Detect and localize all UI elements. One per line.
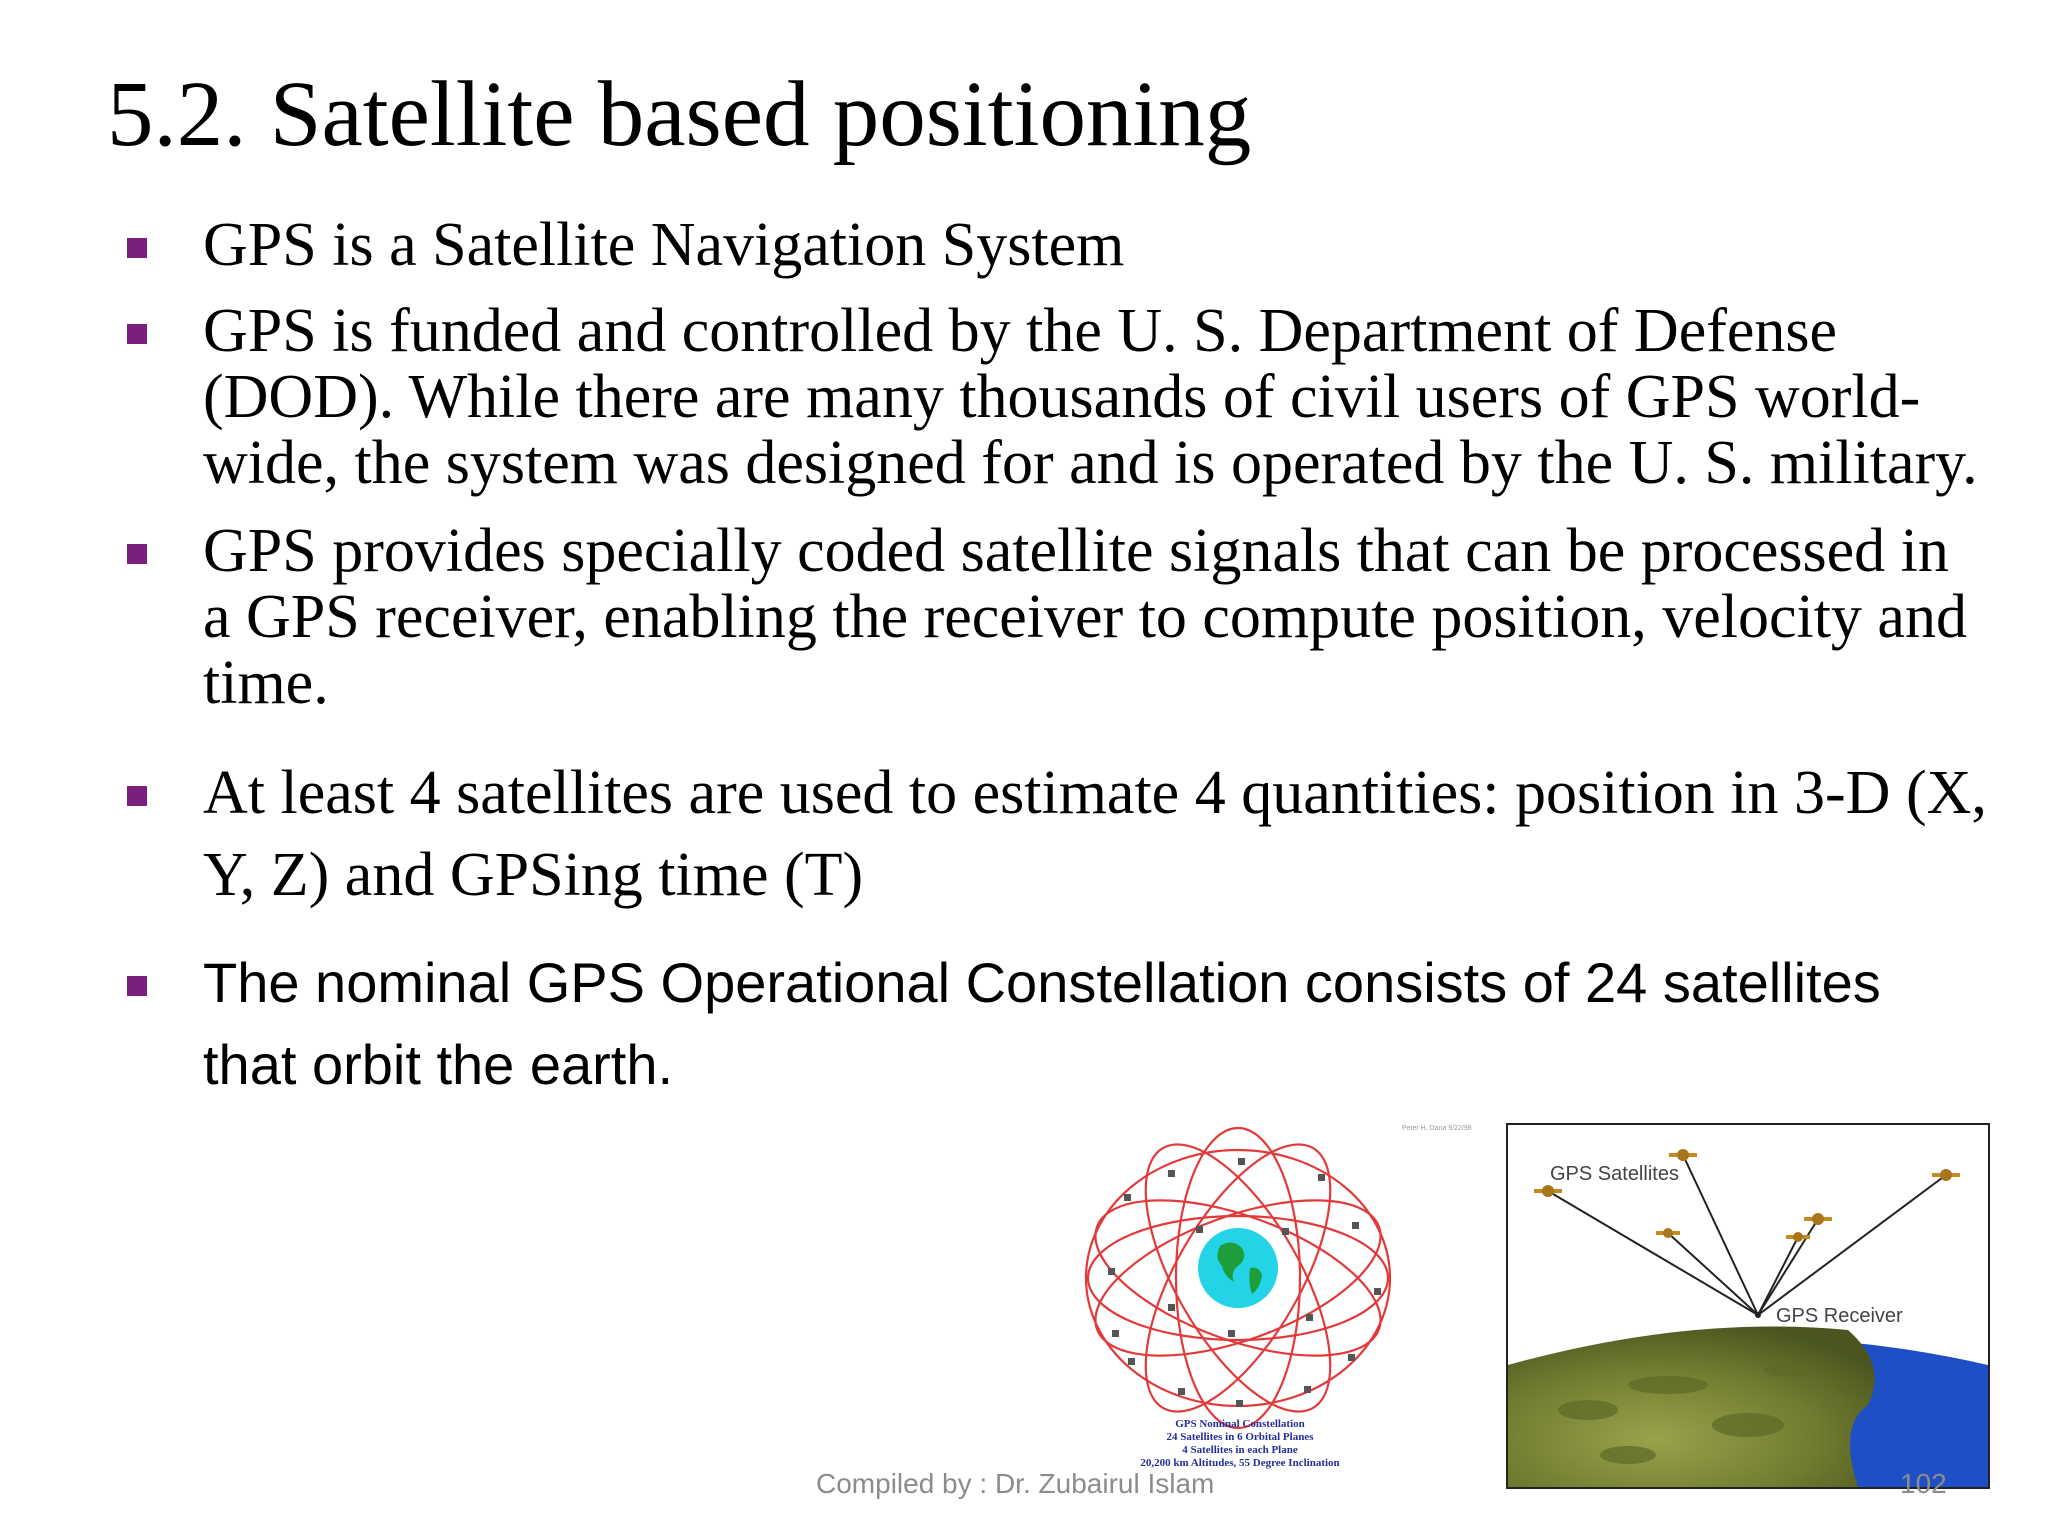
satellite-icon [1318,1174,1325,1181]
satellite-icon [1804,1213,1832,1225]
satellite-icon [1168,1170,1175,1177]
signal-line [1548,1191,1758,1315]
satellite-icon [1168,1304,1175,1311]
signal-line [1758,1237,1798,1315]
signal-line [1683,1155,1758,1315]
signal-line [1668,1233,1758,1315]
caption-line: GPS Nominal Constellation [1175,1418,1305,1430]
satellite-icon [1932,1169,1960,1181]
satellite-icon [1236,1400,1243,1407]
satellite-icon [1669,1149,1697,1161]
satellite-icon [1228,1330,1235,1337]
signal-line [1758,1219,1818,1315]
caption-line: 20,200 km Altitudes, 55 Degree Inclination [1140,1457,1340,1469]
signal-line [1758,1175,1946,1315]
page-number: 102 [1900,1468,1947,1499]
receiver-point-icon [1755,1312,1761,1318]
receiver-figure [1506,1123,1990,1489]
constellation-caption [1120,1418,1360,1470]
satellite-icon [1656,1228,1680,1238]
satellite-icon [1128,1358,1135,1365]
satellite-icon [1304,1386,1311,1393]
satellite-icon [1108,1268,1115,1275]
caption-line: 4 Satellites in each Plane [1182,1444,1298,1456]
figure-credit: Peter H. Dana 9/22/98 [1402,1125,1472,1132]
satellite-icon [1196,1226,1203,1233]
satellite-icon [1534,1185,1562,1197]
satellite-icon [1352,1222,1359,1229]
footer-credit: Compiled by : Dr. Zubairul Islam [816,1468,1215,1499]
satellites-label: GPS Satellites [1550,1163,1679,1185]
bullet-item: GPS provides specially coded satellite signals that can be processed in a GPS receiver, enabling the receiver to compute position, velocity and time. [127,518,1987,716]
satellite-icon [1124,1194,1131,1201]
satellite-icon [1786,1232,1810,1242]
receiver-label: GPS Receiver [1776,1305,1903,1327]
bullet-item: GPS is funded and controlled by the U. S. Department of Defense (DOD). While there are many thousands of civil users of GPS world-wide, the system was designed for and is operated by the U. S. military. [127,298,1987,496]
bullet-item: GPS is a Satellite Navigation System [127,212,1987,278]
satellite-icon [1348,1354,1355,1361]
satellite-icon [1282,1228,1289,1235]
earth-icon [1198,1228,1278,1308]
satellite-icon [1374,1288,1381,1295]
bullet-item: At least 4 satellites are used to estimate 4 quantities: position in 3-D (X, Y, Z) and GPSing time (T) [127,752,1987,916]
bullet-item: The nominal GPS Operational Constellation consists of 24 satellites that orbit the earth. [127,942,1987,1106]
satellite-icon [1306,1314,1313,1321]
satellite-icon [1238,1158,1245,1165]
satellite-icon [1112,1330,1119,1337]
caption-line: 24 Satellites in 6 Orbital Planes [1166,1431,1314,1443]
slide-title: 5.2. Satellite based positioning [107,63,1252,166]
bullet-list [127,212,1987,1106]
satellite-icon [1178,1388,1185,1395]
